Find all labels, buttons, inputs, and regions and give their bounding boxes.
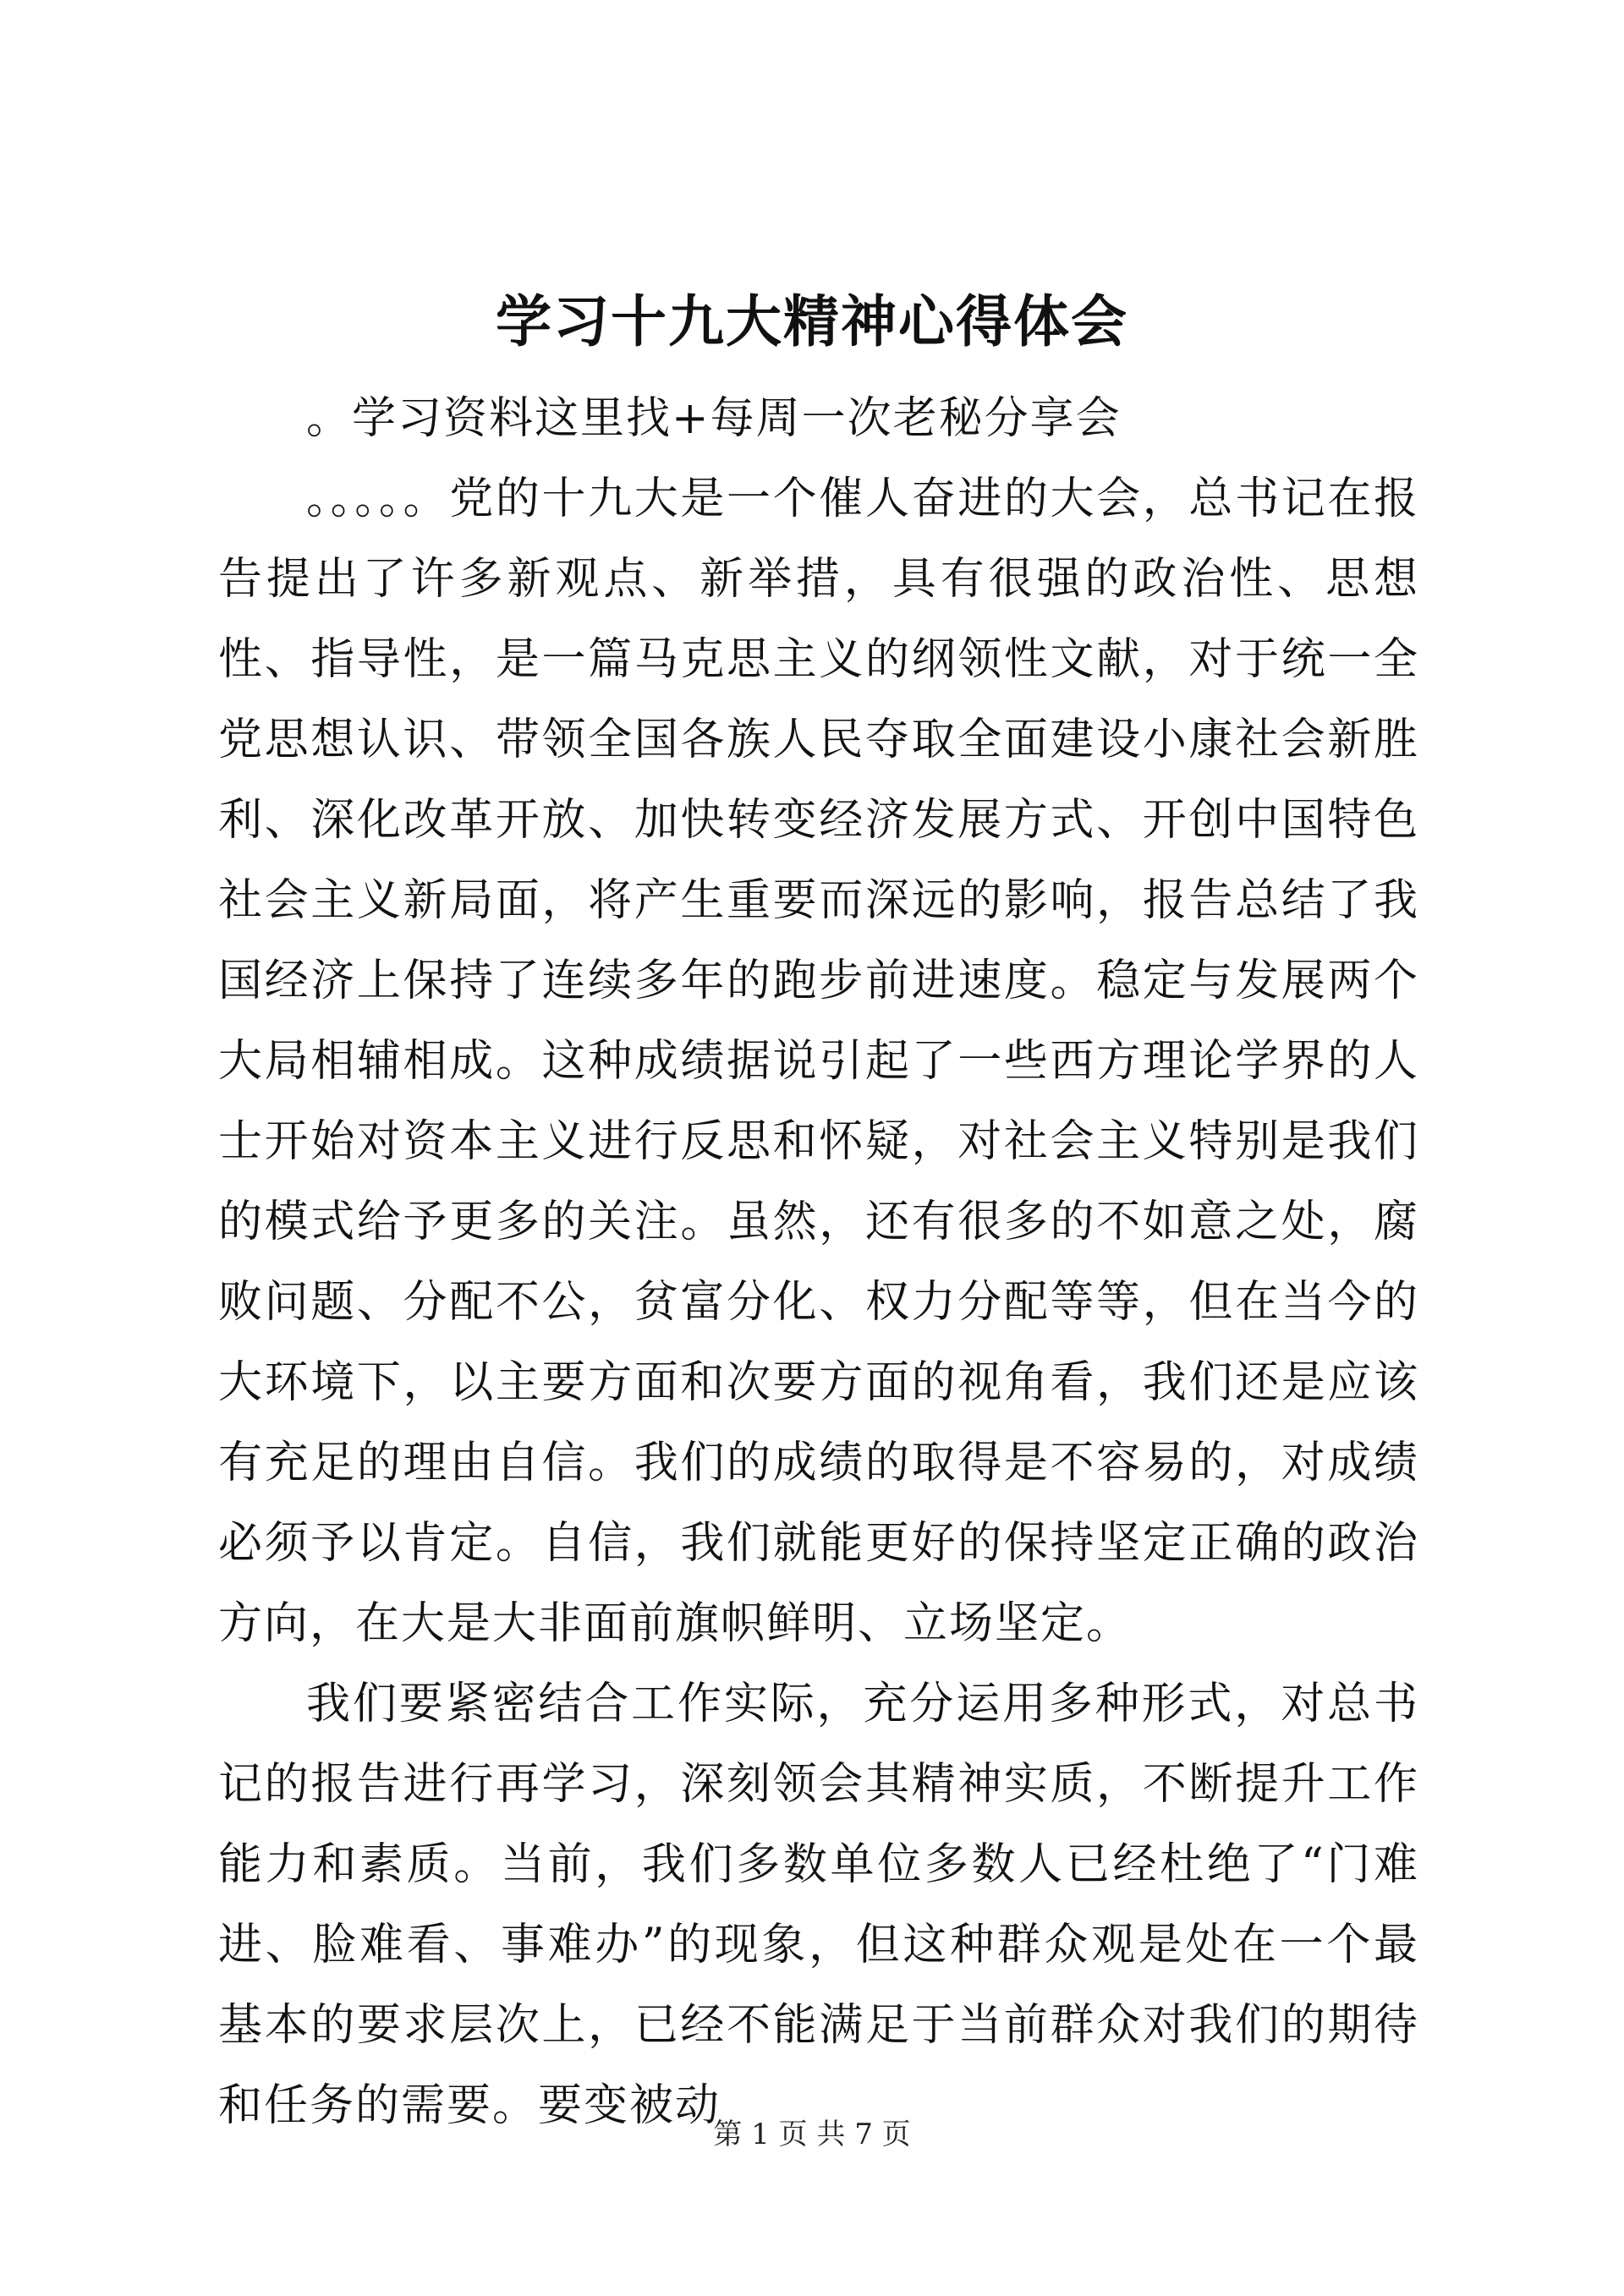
page-footer: 第 1 页 共 7 页	[713, 2118, 911, 2151]
document-title: 学习十九大精神心得体会	[496, 288, 1128, 354]
paragraph-1: 。学习资料这里找+每周一次老秘分享会	[306, 393, 1122, 444]
paragraph-2: 。。。。。党的十九大是一个催人奋进的大会，总书记在报告提出了许多新观点、新举措，具有很强的政治性、思想性、指导性，是一篇马克思主义的纲领性文献，对于统一全党思想认识、带领全国各族人民夺取全面建设小康社会新胜利、深化改革开放、加快转变经济发展方式、开创中国特色社会主义新局面，将产生重要而深远的影响，报告总结了我国经济上保持了连续多年的跑步前进速度。稳定与发展两个大局相辅相成。这种成绩据说引起了一些西方理论学界的人士开始对资本主义进行反思和怀疑，对社会主义特别是我们的模式给予更多的关注。虽然，还有很多的不如意之处，腐败问题、分配不公，贫富分化、权力分配等等，但在当今的大环境下，以主要方面和次要方面的视角看，我们还是应该有充足的理由自信。我们的成绩的取得是不容易的，对成绩必须予以肯定。自信，我们就能更好的保持坚定正确的政治方向，在大是大非面前旗帜鲜明、立场坚定。	[218, 474, 1419, 1649]
document-body	[218, 379, 1419, 2146]
paragraph-3: 我们要紧密结合工作实际，充分运用多种形式，对总书记的报告进行再学习，深刻领会其精神实质，不断提升工作能力和素质。当前，我们多数单位多数人已经杜绝了“门难进、脸难看、事难办”的现象，但这种群众观是处在一个最基本的要求层次上，已经不能满足于当前群众对我们的期待和任务的需要。要变被动	[218, 1679, 1419, 2131]
